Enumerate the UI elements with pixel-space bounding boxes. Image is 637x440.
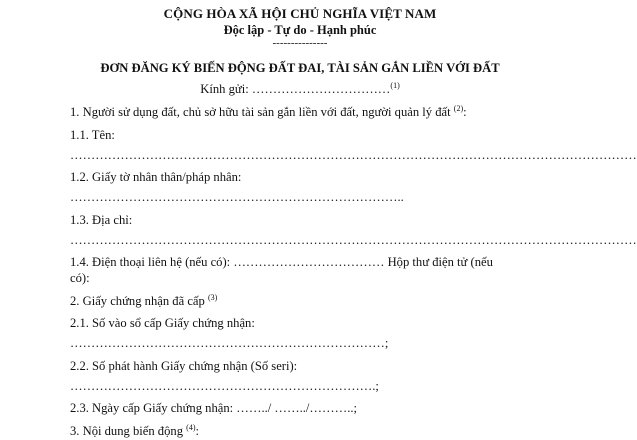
item-1-colon: : [463, 105, 467, 120]
item-2 [70, 294, 530, 310]
item-1-text: 1. Người sử dụng đất, chủ sở hữu tài sản gắn liền với đất, người quản lý đất [70, 105, 451, 120]
item-2-2-dots: ……………………………………………………………….; [70, 378, 379, 393]
recipient-footnote: (1) [390, 81, 400, 91]
item-3 [70, 424, 530, 440]
item-2-1-dots: …………………………………………………………………; [70, 336, 389, 351]
item-3-footnote: (4) [186, 422, 196, 432]
recipient-label: Kính gửi: …………………………… [200, 82, 391, 97]
item-3-colon: : [195, 424, 199, 439]
item-1-2-dots: …………………………………………………………………….. [70, 190, 404, 205]
item-1-1-dots: ……………………………………………………………………………………………………………………… [70, 147, 637, 162]
item-2-3-label: 2.3. Ngày cấp Giấy chứng nhận: ……../ ……../………..; [70, 401, 357, 416]
item-2-footnote: (3) [207, 292, 218, 302]
recipient-line [70, 82, 530, 98]
item-2-2-label: 2.2. Số phát hành Giấy chứng nhận (Số seri): [70, 358, 298, 373]
header-divider: --------------- [272, 36, 328, 49]
item-1-3-label: 1.3. Địa chỉ: [70, 212, 133, 227]
item-3-text: 3. Nội dung biến động [70, 424, 183, 439]
item-1-4-line-b: có): [70, 270, 90, 285]
country-heading: CỘNG HÒA XÃ HỘI CHỦ NGHĨA VIỆT NAM [163, 6, 437, 21]
item-1-1-label: 1.1. Tên: [70, 127, 115, 142]
item-2-text: 2. Giấy chứng nhận đã cấp [70, 293, 205, 308]
item-2-1-label: 2.1. Số vào sổ cấp Giấy chứng nhận: [70, 316, 255, 331]
item-1 [70, 105, 530, 121]
item-1-3-dots: ……………………………………………………………………………………………………………………… [70, 232, 637, 247]
item-1-2-label: 1.2. Giấy tờ nhân thân/pháp nhân: [70, 170, 242, 185]
item-1-footnote: (2) [453, 103, 464, 113]
item-1-4-line-a: 1.4. Điện thoại liên hệ (nếu có): ……………………………… Hộp thư điện tử (nếu [70, 255, 493, 270]
motto: Độc lập - Tự do - Hạnh phúc [223, 23, 377, 38]
form-title: ĐƠN ĐĂNG KÝ BIẾN ĐỘNG ĐẤT ĐAI, TÀI SẢN GẮN LIỀN VỚI ĐẤT [100, 60, 500, 75]
